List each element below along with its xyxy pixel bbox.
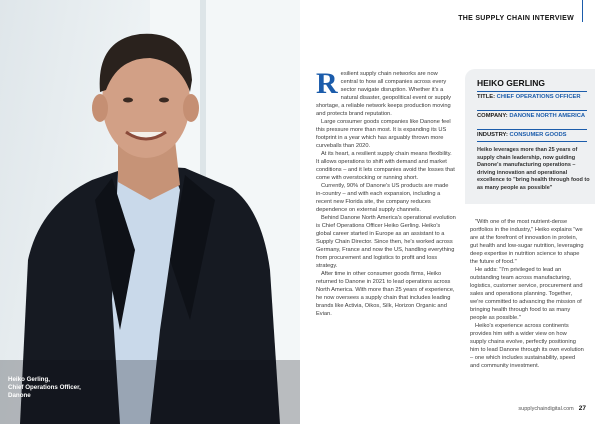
profile-company-row <box>477 113 587 120</box>
page-number: 27 <box>578 405 586 412</box>
company-label: COMPANY: <box>477 113 508 119</box>
left-ear <box>92 94 108 122</box>
left-eye <box>123 98 133 103</box>
page-footer <box>518 405 586 412</box>
footer-site: supplychaindigital.com <box>518 406 574 412</box>
article-paragraph: He adds: "I'm privileged to lead an outstanding team across manufacturing, logistics, customer service, procurement and sales and operations planning. Together, we're committed to advancing the mission of bringing health through food to as many people as possible." <box>470 267 583 321</box>
industry-value: CONSUMER GOODS <box>509 132 567 138</box>
profile-name: HEIKO GERLING <box>477 78 546 88</box>
article-paragraph: Large consumer goods companies like Danone feel this pressure more than most. It is expanding its US footprint in a year which has arguably thrown more curveballs than 2020. <box>316 119 451 149</box>
article-column-1 <box>316 70 456 400</box>
profile-description: Heiko leverages more than 25 years of supply chain leadership, now guiding Danone's manufacturing operations – driving innovation and operational excellence to "bring health through food to as many people as possible" <box>477 147 590 191</box>
caption-line: Danone <box>8 392 31 399</box>
article-paragraph: Currently, 90% of Danone's US products are made in-country – and with each expansion, including a recent new Florida site, the company reduces dependence on external supply channels. <box>316 183 449 213</box>
right-ear <box>183 94 199 122</box>
article-paragraph: At its heart, a resilient supply chain means flexibility. It allows operations to shift with demand and market conditions – and it lets companies avoid the losses that come with overstocking or running short. <box>316 151 455 181</box>
title-rule <box>582 0 583 22</box>
article-paragraph: After time in other consumer goods firms, Heiko returned to Danone in 2021 to lead operations across North America. With more than 25 years of experience, he now oversees a supply chain that includes leading brands like Activia, Oikos, Silk, Horizon Organic and Evian. <box>316 271 455 317</box>
profile-title-row <box>477 94 587 101</box>
caption-line: Chief Operations Officer, <box>8 384 81 391</box>
article-paragraph: Behind Danone North America's operational evolution is Chief Operations Officer Heiko Gerling. Heiko's global career started in Europe as an assistant to a Supply Chain Director. Since then, he's worked across Germany, France and now the US, handling everything from procurement and logistics to profit and loss strategy. <box>316 215 456 269</box>
profile-box <box>465 69 595 204</box>
title-value: CHIEF OPERATIONS OFFICER <box>496 94 581 100</box>
dropcap: R <box>316 70 338 100</box>
article-paragraph: "With one of the most nutrient-dense portfolios in the industry," Heiko explains "we are at the forefront of innovation in protein, gut health and low-sugar nutrition, leveraging deep expertise in nutrition science to shape the future of food." <box>470 219 584 265</box>
article-column-2 <box>470 218 584 400</box>
profile-rule <box>477 110 587 111</box>
title-label: TITLE: <box>477 94 496 100</box>
photo-caption <box>8 376 118 400</box>
industry-label: INDUSTRY: <box>477 132 508 138</box>
article-paragraph <box>316 70 456 118</box>
profile-rule <box>477 141 587 142</box>
paragraph-text: esilient supply chain networks are now central to how all companies across every sector navigate disruption. Whether it's a natural disaster, geopolitical event or supply shortage, a reliable network keeps production moving and protects brand reputation. <box>316 71 452 117</box>
right-eye <box>159 98 169 103</box>
profile-rule <box>477 129 587 130</box>
profile-rule <box>477 91 587 92</box>
profile-industry-row <box>477 132 587 139</box>
company-value: DANONE NORTH AMERICA <box>509 113 586 119</box>
caption-line: Heiko Gerling, <box>8 376 50 383</box>
section-title: THE SUPPLY CHAIN INTERVIEW <box>458 15 574 22</box>
article-paragraph: Heiko's experience across continents provides him with a wider view on how supply chains evolve, perfectly positioning him to lead Danone through its own evolution – one which includes sustainability, speed and community investment. <box>470 323 584 369</box>
